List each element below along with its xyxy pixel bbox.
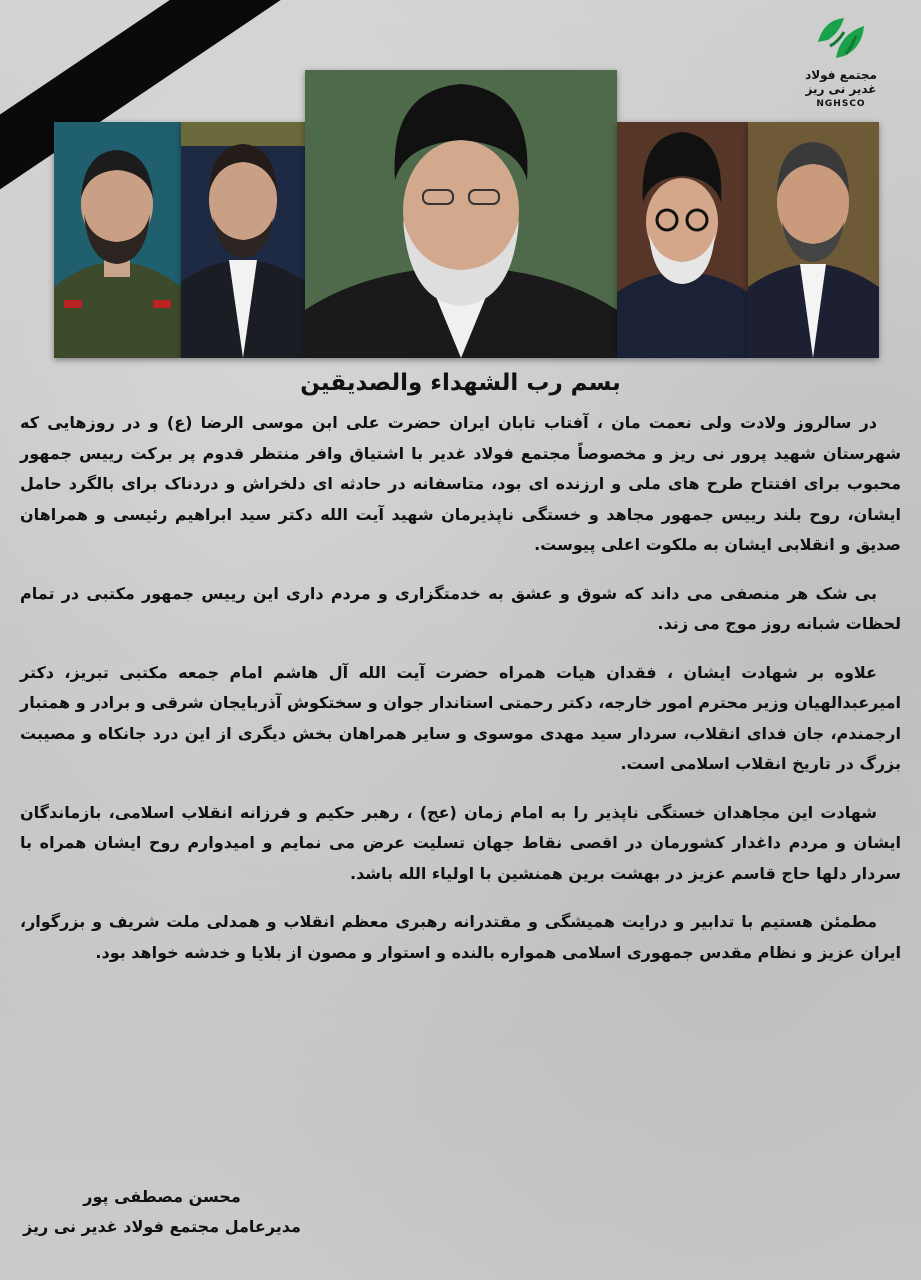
portrait-photo-4 bbox=[617, 122, 748, 358]
paragraph: شهادت این مجاهدان خستگی ناپذیر را به امام زمان (عج) ، رهبر حکیم و فرزانه انقلاب اسلامی، بازماندگان ایشان و مردم داغدار کشورمان در اقصی نقاط جهان تسلیت عرض می نمایم و امیدوارم روح ایشان همراه با سردار دلها حاج قاسم عزیز در بهشت برین همنشین با اولیاء الله باشد. bbox=[20, 802, 901, 883]
paragraph: مطمئن هستیم با تدابیر و درایت همیشگی و مقتدرانه رهبری معظم انقلاب و همدلی ملت شریف و بزرگوار، ایران عزیز و نظام مقدس جمهوری اسلامی همواره بالنده و استوار و مصون از بلایا و خدشه خواهد بود. bbox=[20, 912, 901, 962]
portrait-photo-1 bbox=[54, 122, 181, 358]
condolence-letter bbox=[20, 408, 901, 986]
paragraph: بی شک هر منصفی می داند که شوق و عشق به خدمتگزاری و مردم داری این رییس جمهور مکتبی در تمام لحظات شبانه روز موج می زند. bbox=[20, 583, 901, 633]
signature-block bbox=[22, 1182, 302, 1242]
logo-abbr: NGHSCO bbox=[816, 98, 866, 109]
page-heading: بسم رب الشهداء والصدیقین bbox=[300, 370, 621, 396]
portrait-photo-3 bbox=[305, 70, 617, 358]
paragraph: علاوه بر شهادت ایشان ، فقدان هیات همراه حضرت آیت الله آل هاشم امام جمعه مکتبی تبریز، دکتر امیرعبدالهیان وزیر محترم امور خارجه، دکتر رحمتی استاندار جوان و سختکوش آذربایجان شرقی و برادر و همتبار ارجمندم، جان فدای انقلاب، سردار سید مهدی موسوی و سایر همراهان بخش دیگری از این درد جانکاه و مصیبت بزرگ در تاریخ انقلاب اسلامی است. bbox=[20, 662, 901, 773]
portrait-photo-2 bbox=[181, 122, 305, 358]
paragraph: در سالروز ولادت ولی نعمت مان ، آفتاب تابان ایران حضرت علی ابن موسی الرضا (ع) و در روزهایی که شهرستان شهید پرور نی ریز و مخصوصاً مجتمع فولاد غدیر با اشتیاق وافر منتظر قدوم پر برکت رییس جمهور محبوب برای افتتاح طرح های ملی و ارزنده ای بود، متاسفانه در حادثه ای دلخراش و دردناک برای بالگرد حامل ایشان، روح بلند رییس جمهور مجاهد و خستگی ناپذیرمان شهید آیت الله دکتر سید ابراهیم رئیسی و همراهان صدیق و انقلابی ایشان به ملکوت اعلی پیوست. bbox=[20, 413, 901, 554]
signatory-title: مدیرعامل مجتمع فولاد غدیر نی ریز bbox=[23, 1217, 301, 1236]
portrait-photo-5 bbox=[748, 122, 879, 358]
photo-strip bbox=[0, 0, 921, 360]
logo-name: مجتمع فولاد غدیر نی ریز bbox=[805, 68, 877, 97]
signatory-name: محسن مصطفی پور bbox=[83, 1187, 241, 1206]
